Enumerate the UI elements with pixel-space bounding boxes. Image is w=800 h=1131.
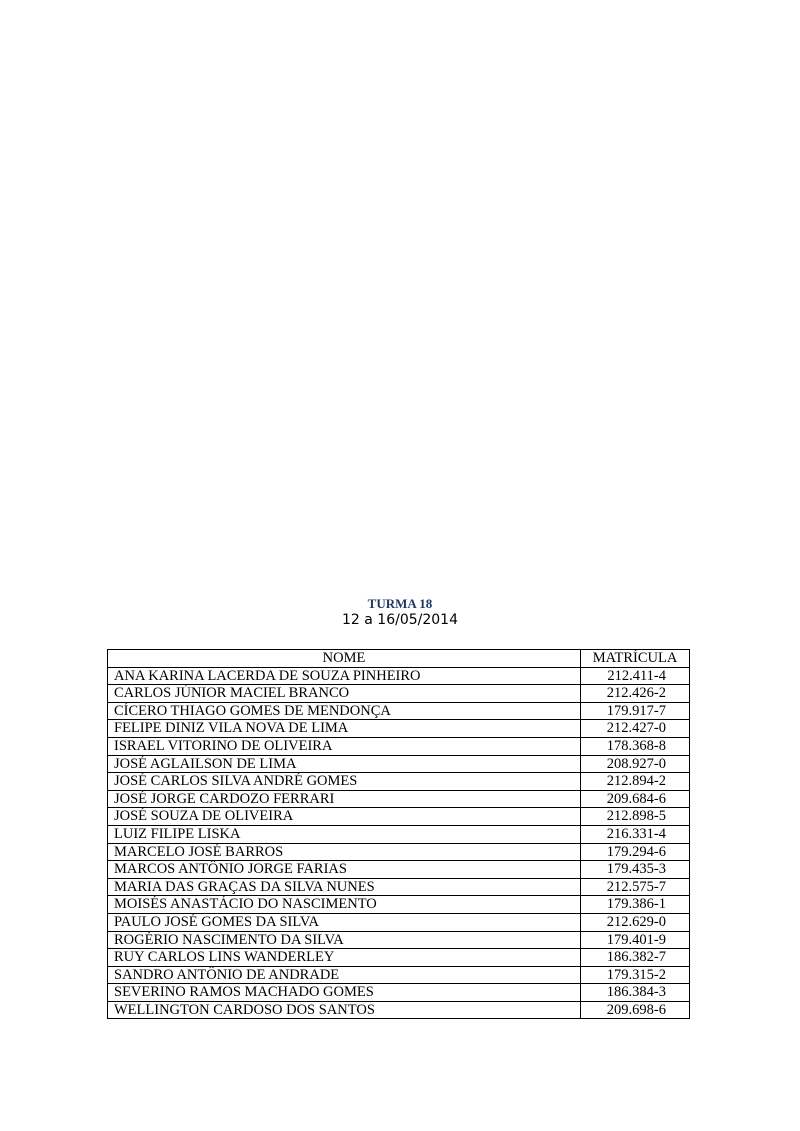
- roster-body: [108, 667, 690, 1019]
- table-row: [108, 720, 690, 738]
- student-matricula: 186.382-7: [581, 949, 690, 967]
- table-row: [108, 896, 690, 914]
- class-dates: 12 a 16/05/2014: [342, 612, 458, 628]
- table-row: [108, 773, 690, 791]
- student-name: JOSÉ JORGE CARDOZO FERRARI: [108, 790, 581, 808]
- student-name: ANA KARINA LACERDA DE SOUZA PINHEIRO: [108, 667, 581, 685]
- class-title: TURMA 18: [367, 596, 433, 611]
- student-name: WELLINGTON CARDOSO DOS SANTOS: [108, 1001, 581, 1019]
- student-name: FELIPE DINIZ VILA NOVA DE LIMA: [108, 720, 581, 738]
- table-row: [108, 790, 690, 808]
- student-matricula: 179.401-9: [581, 931, 690, 949]
- student-matricula: 179.315-2: [581, 966, 690, 984]
- student-name: CARLOS JÚNIOR MACIEL BRANCO: [108, 685, 581, 703]
- student-name: JOSÉ SOUZA DE OLIVEIRA: [108, 808, 581, 826]
- student-matricula: 179.917-7: [581, 702, 690, 720]
- student-name: MOISÉS ANASTÁCIO DO NASCIMENTO: [108, 896, 581, 914]
- student-name: CÍCERO THIAGO GOMES DE MENDONÇA: [108, 702, 581, 720]
- table-row: [108, 966, 690, 984]
- student-name: ISRAEL VITORINO DE OLIVEIRA: [108, 737, 581, 755]
- student-matricula: 179.294-6: [581, 843, 690, 861]
- table-row: [108, 843, 690, 861]
- student-matricula: 216.331-4: [581, 825, 690, 843]
- student-matricula: 212.898-5: [581, 808, 690, 826]
- student-name: RUY CARLOS LINS WANDERLEY: [108, 949, 581, 967]
- student-matricula: 186.384-3: [581, 984, 690, 1002]
- student-matricula: 212.411-4: [581, 667, 690, 685]
- student-matricula: 208.927-0: [581, 755, 690, 773]
- student-name: SEVERINO RAMOS MACHADO GOMES: [108, 984, 581, 1002]
- student-matricula: 212.629-0: [581, 913, 690, 931]
- student-name: ROGÉRIO NASCIMENTO DA SILVA: [108, 931, 581, 949]
- student-matricula: 178.368-8: [581, 737, 690, 755]
- student-name: PAULO JOSÉ GOMES DA SILVA: [108, 913, 581, 931]
- student-name: MARIA DAS GRAÇAS DA SILVA NUNES: [108, 878, 581, 896]
- student-matricula: 212.426-2: [581, 685, 690, 703]
- table-row: [108, 931, 690, 949]
- student-name: SANDRO ANTÔNIO DE ANDRADE: [108, 966, 581, 984]
- roster-table: [107, 649, 690, 1019]
- student-matricula: 179.435-3: [581, 861, 690, 879]
- table-row: [108, 913, 690, 931]
- student-matricula: 212.427-0: [581, 720, 690, 738]
- student-name: JOSÉ CARLOS SILVA ANDRÉ GOMES: [108, 773, 581, 791]
- table-row: [108, 737, 690, 755]
- student-matricula: 212.894-2: [581, 773, 690, 791]
- table-row: [108, 949, 690, 967]
- table-row: [108, 984, 690, 1002]
- header-name: NOME: [108, 650, 581, 668]
- table-row: [108, 825, 690, 843]
- student-name: MARCOS ANTÔNIO JORGE FARIAS: [108, 861, 581, 879]
- student-name: MARCELO JOSÉ BARROS: [108, 843, 581, 861]
- table-row: [108, 878, 690, 896]
- student-matricula: 209.698-6: [581, 1001, 690, 1019]
- table-row: [108, 755, 690, 773]
- table-row: [108, 808, 690, 826]
- table-row: [108, 702, 690, 720]
- table-row: [108, 667, 690, 685]
- student-matricula: 179.386-1: [581, 896, 690, 914]
- header-matricula: MATRÍCULA: [581, 650, 690, 668]
- table-header-row: [108, 650, 690, 668]
- student-matricula: 212.575-7: [581, 878, 690, 896]
- student-name: LUIZ FILIPE LISKA: [108, 825, 581, 843]
- table-row: [108, 685, 690, 703]
- table-row: [108, 861, 690, 879]
- student-name: JOSÉ AGLAILSON DE LIMA: [108, 755, 581, 773]
- student-matricula: 209.684-6: [581, 790, 690, 808]
- table-row: [108, 1001, 690, 1019]
